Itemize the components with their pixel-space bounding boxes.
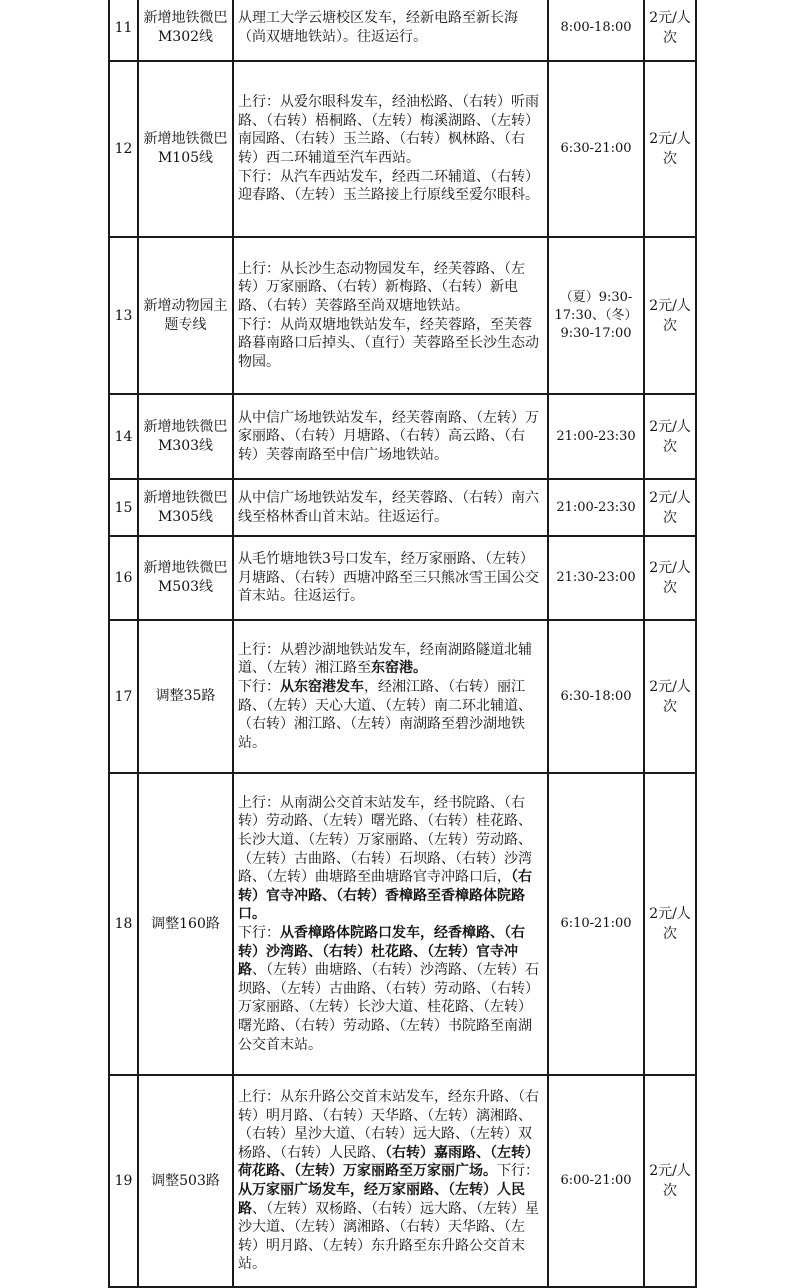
table-row xyxy=(109,61,696,237)
route-text: 从中信广场地铁站发车，经芙蓉路、（右转）南六线至格林香山首末站。往返运行。 xyxy=(238,489,539,525)
route-name: 调整35路 xyxy=(138,620,233,773)
bus-route-table xyxy=(108,0,697,1288)
fare: 2元/人次 xyxy=(644,61,696,237)
route-description xyxy=(233,394,548,479)
service-hours: 21:00-23:30 xyxy=(548,479,644,536)
route-text-segment: 、（左转）双杨路、（右转）远大路、（左转）星沙大道、（左转）漓湘路、（右转）天华路、（左转）明月路、（左转）东升路至东升路公交首末站。 xyxy=(238,1200,539,1273)
table-row xyxy=(109,620,696,773)
route-text-bold: （右转）嘉雨路、（左转）荷花路、（左转）万家丽路至万家丽广场。 xyxy=(238,1144,539,1180)
route-name: 新增地铁微巴M303线 xyxy=(138,394,233,479)
row-number: 14 xyxy=(109,394,138,479)
route-text xyxy=(238,1088,543,1274)
table-row xyxy=(109,479,696,536)
route-text-segment: ，经湘江路、（右转）丽江路、（左转）天心大道、（左转）南二环北辅道、（右转）湘江路、（左转）南湖路至碧沙湖地铁站。 xyxy=(238,678,532,751)
service-hours: 6:00-21:00 xyxy=(548,1075,644,1287)
row-number: 18 xyxy=(109,773,138,1075)
route-name: 调整503路 xyxy=(138,1075,233,1287)
fare: 2元/人次 xyxy=(644,536,696,620)
row-number: 11 xyxy=(109,0,138,61)
route-text-segment: 上行：从东升路公交首末站发车，经东升路、（右转）明月路、（右转）天华路、（左转）漓湘路、（右转）星沙大道、（右转）远大路、（左转）双杨路、（右转）人民路、 xyxy=(238,1089,539,1161)
route-text: 从中信广场地铁站发车，经芙蓉南路、（左转）万家丽路、（右转）月塘路、（右转）高云路、（右转）芙蓉南路至中信广场地铁站。 xyxy=(238,409,539,463)
service-hours: 21:30-23:00 xyxy=(548,536,644,620)
route-text-segment: 下行： xyxy=(238,925,280,941)
fare: 2元/人次 xyxy=(644,1075,696,1287)
row-number: 17 xyxy=(109,620,138,773)
route-text-bold: 从东窑港发车 xyxy=(280,678,364,695)
route-name: 新增地铁微巴M503线 xyxy=(138,536,233,620)
table-row xyxy=(109,237,696,394)
row-number: 12 xyxy=(109,61,138,237)
route-description xyxy=(233,1075,548,1287)
route-text-segment: 上行：从南湖公交首末站发车，经书院路、（右转）劳动路、（左转）曙光路、（右转）桂花路、长沙大道、（左转）万家丽路、（左转）劳动路、（左转）古曲路、（右转）石坝路、（右转）沙湾路、（左转）曲塘路至曲塘路官寺冲路口后， xyxy=(238,794,532,886)
service-hours: 6:10-21:00 xyxy=(548,773,644,1075)
route-text-segment: 上行：从碧沙湖地铁站发车，经南湖路隧道北辅道、（左转）湘江路至 xyxy=(238,641,532,677)
route-text-segment: 、（左转）曲塘路、（右转）沙湾路、（左转）石坝路、（左转）古曲路、（右转）劳动路、（右转）万家丽路、（左转）长沙大道、桂花路、（左转）曙光路、（右转）劳动路、（左转）书院路至南湖公交首末站。 xyxy=(238,962,539,1053)
fare: 2元/人次 xyxy=(644,237,696,394)
route-name: 新增动物园主题专线 xyxy=(138,237,233,394)
service-hours: 6:30-21:00 xyxy=(548,61,644,237)
table-row xyxy=(109,394,696,479)
route-name: 新增地铁微巴M305线 xyxy=(138,479,233,536)
route-text xyxy=(238,794,543,1054)
table-row xyxy=(109,1075,696,1287)
route-text-bold: （右转）官寺冲路、（右转）香樟路至香樟路体院路口。 xyxy=(238,869,532,923)
route-text: 上行：从爱尔眼科发车，经油松路、（右转）听雨路、（右转）梧桐路、（左转）梅溪湖路、（左转）南园路、（右转）玉兰路、（右转）枫林路、（右转）西二环辅道至汽车西站。 下行：从汽车西站发车，经西二环辅道、（右转）迎春路、（左转）玉兰路接上行原线至爱尔眼科。 xyxy=(238,94,539,204)
route-text-bold: 从香樟路体院路口发车，经香樟路、（右转）沙湾路、（右转）杜花路、（左转）官寺冲路 xyxy=(238,925,525,979)
route-description xyxy=(233,536,548,620)
row-number: 16 xyxy=(109,536,138,620)
service-hours: 8:00-18:00 xyxy=(548,0,644,61)
route-text-bold: 东窑港。 xyxy=(371,660,427,677)
route-name: 新增地铁微巴M105线 xyxy=(138,61,233,237)
fare: 2元/人次 xyxy=(644,773,696,1075)
route-description xyxy=(233,0,548,61)
table-row xyxy=(109,536,696,620)
row-number: 15 xyxy=(109,479,138,536)
fare: 2元/人次 xyxy=(644,394,696,479)
fare: 2元/人次 xyxy=(644,479,696,536)
route-description xyxy=(233,620,548,773)
route-text-segment: 下行： xyxy=(238,678,280,695)
route-description xyxy=(233,237,548,394)
route-text-segment: 下行： xyxy=(497,1163,539,1180)
service-hours: （夏）9:30-17:30、（冬）9:30-17:00 xyxy=(548,237,644,394)
route-text: 上行：从长沙生态动物园发车，经芙蓉路、（左转）万家丽路、（右转）新梅路、（右转）新电路、（右转）芙蓉路至尚双塘地铁站。 下行：从尚双塘地铁站发车，经芙蓉路，至芙蓉路暮南路口后掉头、（直行）芙蓉路至长沙生态动物园。 xyxy=(238,260,539,370)
route-description xyxy=(233,61,548,237)
route-description xyxy=(233,479,548,536)
route-text-bold: 从万家丽广场发车，经万家丽路、（左转）人民路 xyxy=(238,1182,525,1217)
route-description xyxy=(233,773,548,1075)
table-row xyxy=(109,773,696,1075)
row-number: 13 xyxy=(109,237,138,394)
row-number: 19 xyxy=(109,1075,138,1287)
service-hours: 21:00-23:30 xyxy=(548,394,644,479)
route-name: 调整160路 xyxy=(138,773,233,1075)
route-text xyxy=(238,641,543,753)
route-name: 新增地铁微巴M302线 xyxy=(138,0,233,61)
fare: 2元/人次 xyxy=(644,620,696,773)
route-text: 从毛竹塘地铁3号口发车，经万家丽路、（左转）月塘路、（右转）西塘冲路至三只熊冰雪王国公交首末站。往返运行。 xyxy=(238,551,539,605)
fare: 2元/人次 xyxy=(644,0,696,61)
table-row xyxy=(109,0,696,61)
route-text: 从理工大学云塘校区发车，经新电路至新长海（尚双塘地铁站）。往返运行。 xyxy=(238,10,518,45)
service-hours: 6:30-18:00 xyxy=(548,620,644,773)
